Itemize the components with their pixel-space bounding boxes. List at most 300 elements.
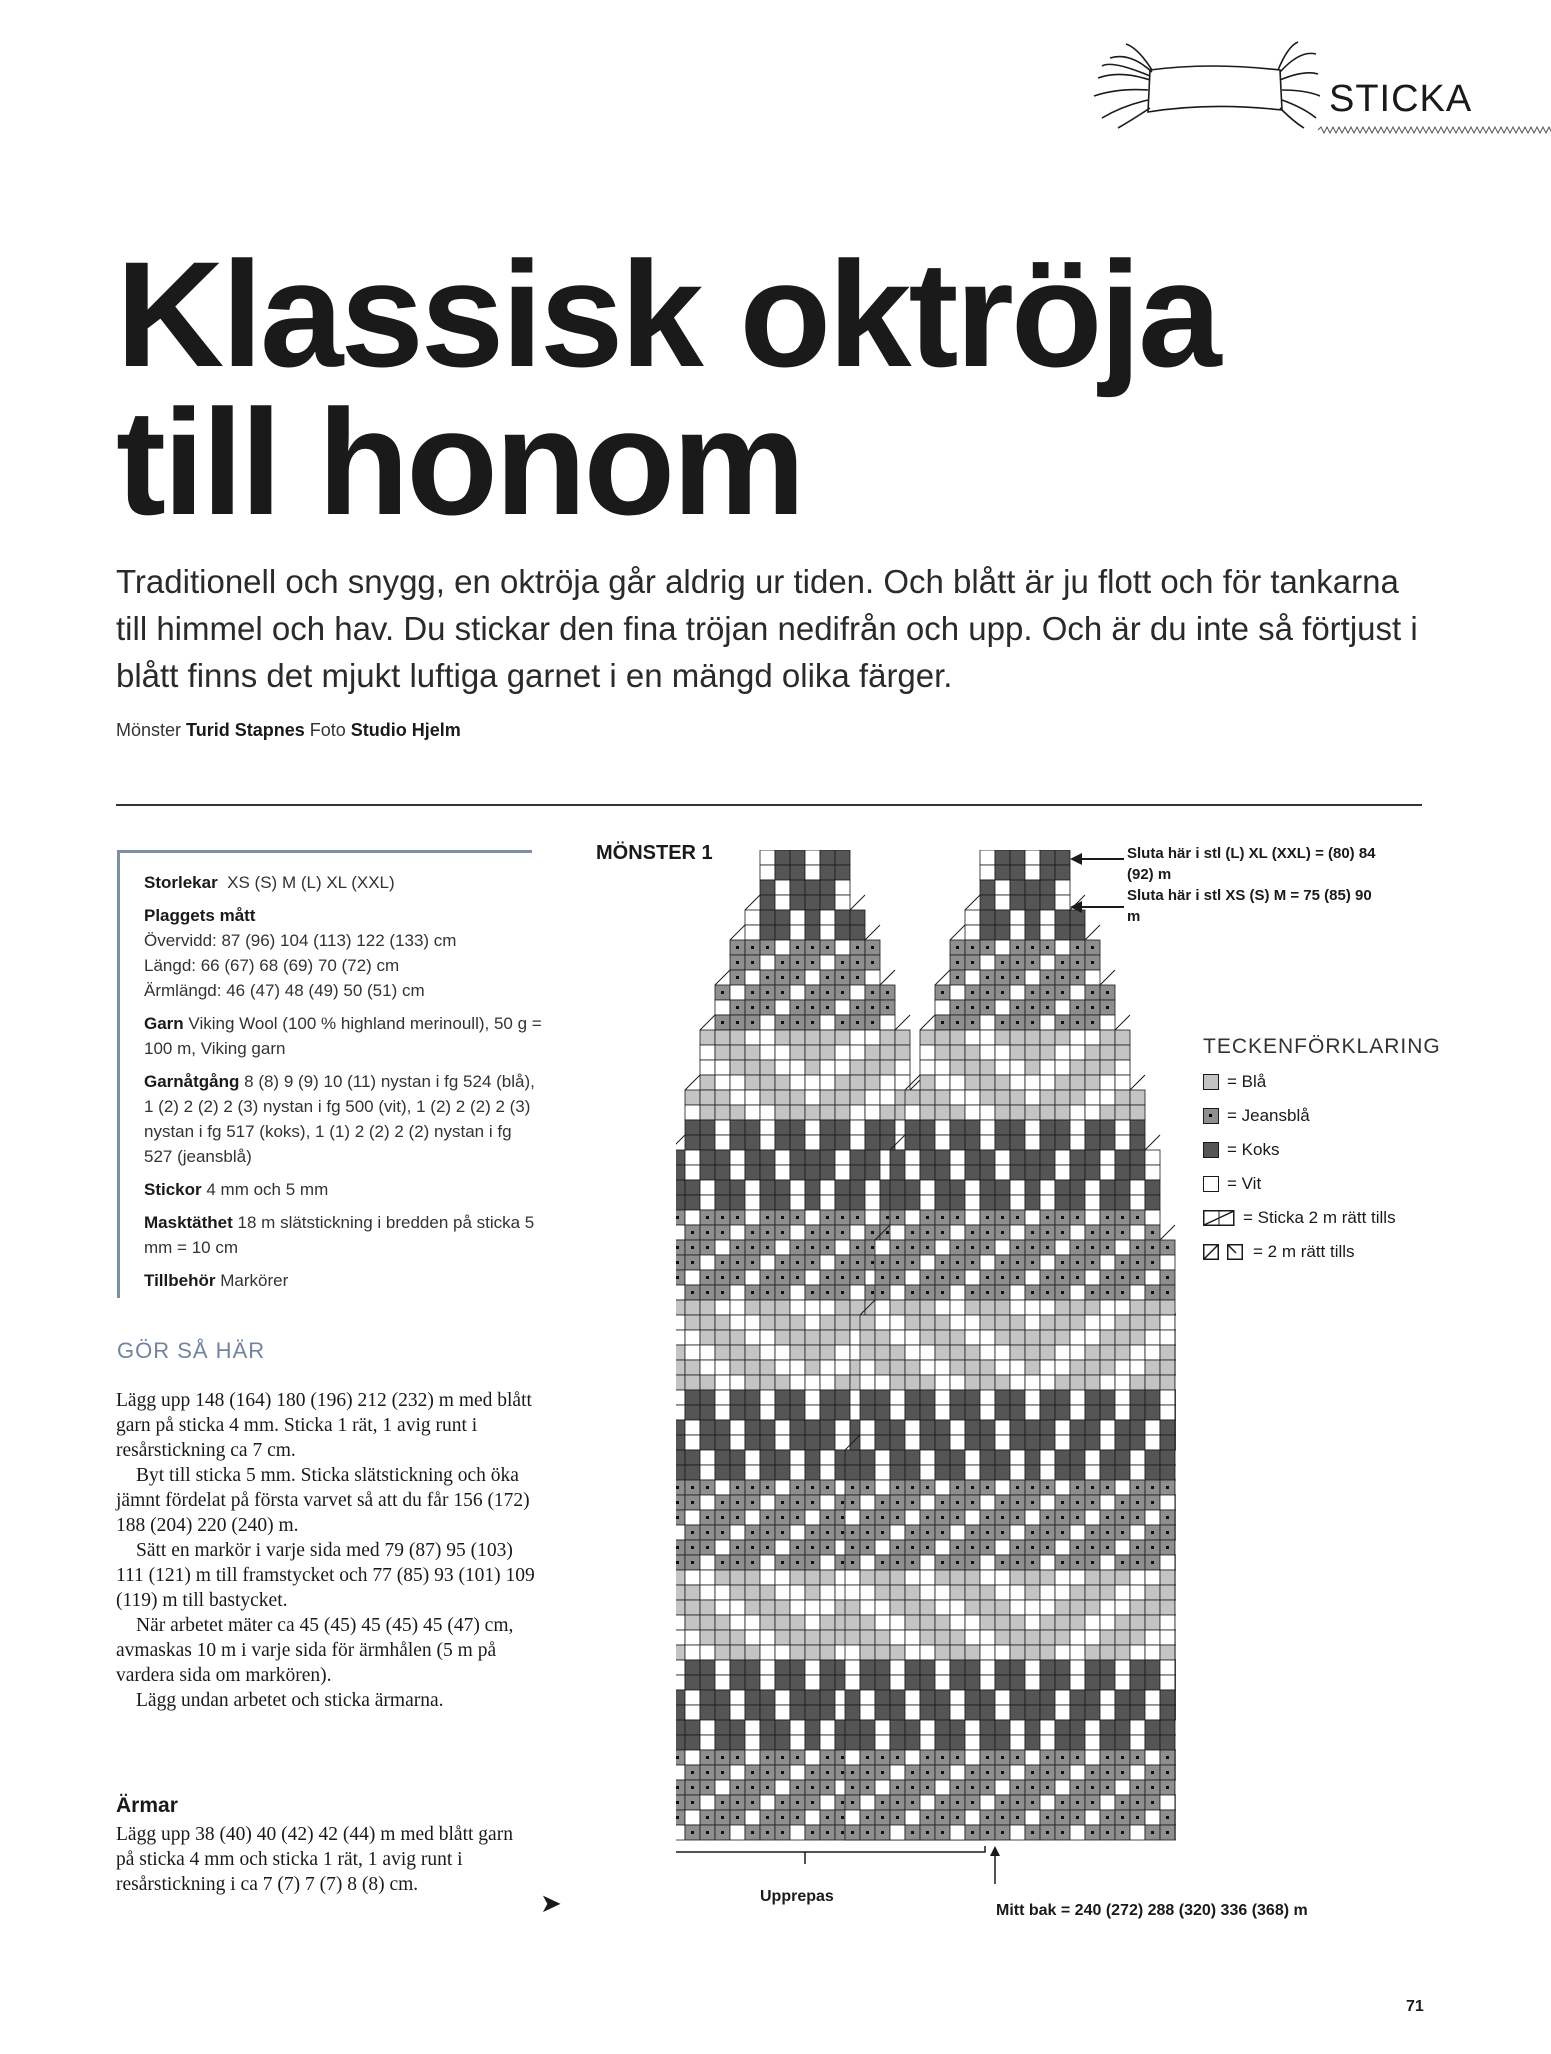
chart-cell: [805, 850, 820, 865]
chart-cell: [760, 1495, 775, 1510]
chart-cell: [1130, 1090, 1145, 1105]
chart-cell-dot: [736, 1786, 739, 1789]
chart-cell: [890, 1720, 905, 1735]
chart-cell: [760, 1645, 775, 1660]
chart-cell: [890, 1675, 905, 1690]
chart-cell: [730, 1645, 745, 1660]
chart-cell-dot: [1166, 1831, 1169, 1834]
chart-cell: [730, 1525, 745, 1540]
chart-cell-dot: [971, 1831, 974, 1834]
chart-cell: [805, 1120, 820, 1135]
chart-cell-dot: [1016, 1786, 1019, 1789]
chart-cell-dot: [781, 1561, 784, 1564]
chart-cell: [875, 1660, 890, 1675]
chart-cell-dot: [1061, 1501, 1064, 1504]
chart-cell: [965, 1720, 980, 1735]
chart-cell: [1085, 1750, 1100, 1765]
chart-cell: [700, 1705, 715, 1720]
chart-cell: [676, 1690, 685, 1705]
chart-cell: [890, 1420, 905, 1435]
chart-cell: [1100, 1315, 1115, 1330]
chart-cell: [875, 1465, 890, 1480]
chart-cell-dot: [826, 1771, 829, 1774]
chart-cell: [935, 1360, 950, 1375]
chart-cell: [805, 1720, 820, 1735]
chart-cell: [1130, 1330, 1145, 1345]
chart-cell: [1040, 1720, 1055, 1735]
chart-cell-dot: [676, 1786, 679, 1789]
chart-cell: [845, 1705, 860, 1720]
chart-cell-dot: [826, 1756, 829, 1759]
chart-cell: [775, 1660, 790, 1675]
chart-cell: [790, 1225, 805, 1240]
chart-cell: [875, 1615, 890, 1630]
chart-cell: [790, 1585, 805, 1600]
decrease-mark: [850, 895, 865, 910]
chart-cell: [1175, 1765, 1176, 1780]
chart-cell-dot: [781, 1231, 784, 1234]
chart-cell-dot: [896, 1561, 899, 1564]
chart-cell-dot: [826, 1816, 829, 1819]
chart-cell: [1055, 1105, 1070, 1120]
chart-cell: [995, 880, 1010, 895]
chart-cell: [980, 1615, 995, 1630]
chart-cell: [1115, 1165, 1130, 1180]
decrease-mark: [895, 1015, 910, 1030]
chart-cell-dot: [1031, 1501, 1034, 1504]
chart-cell: [1070, 1600, 1085, 1615]
chart-cell-dot: [986, 1516, 989, 1519]
chart-cell: [965, 1330, 980, 1345]
section-label: STICKA: [1329, 78, 1473, 120]
chart-cell: [850, 1045, 865, 1060]
chart-cell: [1040, 1045, 1055, 1060]
chart-cell: [1010, 1195, 1025, 1210]
chart-cell: [905, 1300, 920, 1315]
chart-cell-dot: [691, 1831, 694, 1834]
chart-cell: [920, 1120, 935, 1135]
chart-cell-dot: [766, 991, 769, 994]
chart-cell-dot: [781, 1816, 784, 1819]
chart-cell: [775, 1360, 790, 1375]
chart-cell: [1055, 1645, 1070, 1660]
gauge-label: Masktäthet: [144, 1213, 233, 1232]
chart-cell: [980, 1360, 995, 1375]
chart-cell-dot: [796, 1216, 799, 1219]
chart-cell-dot: [1016, 976, 1019, 979]
chart-cell: [995, 1390, 1010, 1405]
chart-cell: [980, 1315, 995, 1330]
chart-cell-dot: [811, 1561, 814, 1564]
chart-cell: [935, 1345, 950, 1360]
chart-cell: [850, 1090, 865, 1105]
chart-cell-dot: [781, 1261, 784, 1264]
chart-cell: [1025, 1150, 1040, 1165]
chart-cell-dot: [871, 1006, 874, 1009]
chart-cell: [860, 1600, 875, 1615]
chart-cell: [715, 1300, 730, 1315]
chart-cell-dot: [826, 1006, 829, 1009]
chart-cell: [1055, 1675, 1070, 1690]
chart-cell: [760, 1120, 775, 1135]
chart-cell: [920, 1330, 935, 1345]
chart-cell: [820, 1660, 835, 1675]
chart-cell: [920, 1435, 935, 1450]
chart-cell-dot: [736, 1276, 739, 1279]
chart-cell: [1130, 1645, 1145, 1660]
chart-cell: [1040, 955, 1055, 970]
chart-cell: [676, 1405, 685, 1420]
chart-cell: [835, 1345, 850, 1360]
chart-cell: [790, 1135, 805, 1150]
chart-cell-dot: [1166, 1786, 1169, 1789]
chart-cell: [980, 1300, 995, 1315]
chart-cell: [685, 1300, 700, 1315]
chart-cell: [715, 1180, 730, 1195]
chart-cell: [715, 1150, 730, 1165]
chart-cell: [905, 1570, 920, 1585]
chart-cell: [1025, 910, 1040, 925]
chart-cell-dot: [721, 1021, 724, 1024]
chart-cell-dot: [986, 1831, 989, 1834]
chart-cell: [905, 1270, 920, 1285]
chart-cell: [1175, 1600, 1176, 1615]
chart-cell: [1085, 1630, 1100, 1645]
chart-cell-dot: [1031, 1486, 1034, 1489]
chart-cell: [700, 1180, 715, 1195]
chart-cell: [790, 1330, 805, 1345]
chart-cell-dot: [971, 1291, 974, 1294]
chart-cell-dot: [736, 1561, 739, 1564]
chart-cell: [790, 850, 805, 865]
chart-cell: [745, 1735, 760, 1750]
chart-cell: [965, 1405, 980, 1420]
chart-cell-dot: [1001, 1021, 1004, 1024]
chart-cell: [1175, 1660, 1176, 1675]
chart-cell: [775, 850, 790, 865]
chart-cell: [805, 1585, 820, 1600]
chart-cell: [980, 1165, 995, 1180]
chart-cell-dot: [811, 961, 814, 964]
chart-cell: [775, 895, 790, 910]
chart-cell: [775, 1180, 790, 1195]
chart-cell: [1070, 1150, 1085, 1165]
chart-cell-dot: [1046, 1246, 1049, 1249]
chart-cell: [1175, 1480, 1176, 1495]
chart-cell: [1130, 1675, 1145, 1690]
chart-cell-dot: [1046, 1516, 1049, 1519]
chart-cell: [805, 1420, 820, 1435]
chart-cell: [760, 1735, 775, 1750]
chart-cell-dot: [766, 1276, 769, 1279]
chart-cell: [835, 1135, 850, 1150]
chart-cell: [700, 1105, 715, 1120]
chart-cell: [805, 1105, 820, 1120]
chart-cell: [905, 1150, 920, 1165]
chart-cell: [1145, 1435, 1160, 1450]
chart-cell-dot: [841, 1276, 844, 1279]
chart-cell-dot: [1091, 1246, 1094, 1249]
chart-cell-dot: [796, 1021, 799, 1024]
chart-cell-dot: [1091, 1801, 1094, 1804]
chart-cell: [685, 1705, 700, 1720]
chart-cell: [905, 1735, 920, 1750]
chart-cell-dot: [956, 1486, 959, 1489]
chart-cell-dot: [941, 1021, 944, 1024]
chart-cell: [850, 1030, 865, 1045]
chart-cell: [1025, 1510, 1040, 1525]
arrow-line: [1080, 906, 1124, 908]
needles-label: Stickor: [144, 1180, 202, 1199]
chart-cell: [1040, 1360, 1055, 1375]
chart-cell: [700, 1570, 715, 1585]
chart-cell: [920, 1450, 935, 1465]
chart-cell: [995, 1450, 1010, 1465]
swatch-bla: [1203, 1074, 1219, 1090]
chart-cell: [1145, 1465, 1160, 1480]
chart-cell: [1070, 1315, 1085, 1330]
chart-cell-dot: [1016, 1246, 1019, 1249]
chart-cell: [950, 1720, 965, 1735]
chart-cell-dot: [856, 1261, 859, 1264]
chart-cell-dot: [826, 1546, 829, 1549]
chart-cell-dot: [1001, 1756, 1004, 1759]
chart-cell: [1025, 1135, 1040, 1150]
chart-cell: [950, 1660, 965, 1675]
chart-cell: [745, 1465, 760, 1480]
chart-cell: [760, 1660, 775, 1675]
chart-cell: [965, 1045, 980, 1060]
chart-cell: [1025, 1045, 1040, 1060]
chart-cell-dot: [1091, 1831, 1094, 1834]
chart-cell: [1100, 1660, 1115, 1675]
chart-cell: [1130, 1165, 1145, 1180]
chart-cell: [995, 1165, 1010, 1180]
chart-cell: [965, 1660, 980, 1675]
chart-cell: [1145, 1300, 1160, 1315]
chart-cell: [905, 1705, 920, 1720]
chart-cell: [730, 1120, 745, 1135]
chart-cell-dot: [1106, 991, 1109, 994]
chart-cell-dot: [866, 1786, 869, 1789]
chart-cell: [676, 1195, 685, 1210]
chart-cell-dot: [871, 1231, 874, 1234]
chart-cell: [890, 1630, 905, 1645]
chart-cell: [745, 1675, 760, 1690]
chart-cell-dot: [1121, 1501, 1124, 1504]
chart-cell: [860, 1675, 875, 1690]
chart-cell-dot: [1166, 1531, 1169, 1534]
chart-cell: [890, 1645, 905, 1660]
chart-cell: [1070, 1420, 1085, 1435]
chart-cell: [1085, 1330, 1100, 1345]
chart-cell: [1040, 1075, 1055, 1090]
chart-cell: [920, 1300, 935, 1315]
chart-cell: [965, 1435, 980, 1450]
chart-cell-dot: [676, 1261, 679, 1264]
chart-cell-dot: [886, 1216, 889, 1219]
chart-cell: [1115, 1480, 1130, 1495]
chart-cell: [805, 1750, 820, 1765]
chart-cell: [1010, 1525, 1025, 1540]
chart-cell: [865, 970, 880, 985]
chart-cell-dot: [986, 1756, 989, 1759]
chart-cell: [1145, 1660, 1160, 1675]
chart-cell: [1055, 1420, 1070, 1435]
chart-cell: [1040, 1795, 1055, 1810]
chart-cell: [950, 1285, 965, 1300]
chart-cell: [820, 1405, 835, 1420]
chart-cell: [865, 1195, 880, 1210]
decrease-mark: [920, 1015, 935, 1030]
chart-cell: [1160, 1360, 1175, 1375]
chart-cell: [995, 910, 1010, 925]
chart-cell-dot: [871, 991, 874, 994]
chart-cell-dot: [866, 1756, 869, 1759]
chart-cell: [875, 1735, 890, 1750]
chart-cell-dot: [1121, 1216, 1124, 1219]
chart-cell-dot: [1106, 1291, 1109, 1294]
chart-cell: [1055, 1600, 1070, 1615]
chart-cell-dot: [796, 1246, 799, 1249]
chart-cell-dot: [881, 1756, 884, 1759]
chart-cell: [790, 1465, 805, 1480]
chart-cell: [1040, 1255, 1055, 1270]
chart-cell: [790, 1600, 805, 1615]
legend-item-vit: [1203, 1174, 1261, 1194]
chart-cell-dot: [1076, 1786, 1079, 1789]
chart-cell-dot: [751, 1831, 754, 1834]
chart-cell-dot: [841, 1531, 844, 1534]
chart-cell: [760, 895, 775, 910]
chart-cell: [880, 1015, 895, 1030]
chart-cell: [700, 1030, 715, 1045]
chart-cell-dot: [896, 1786, 899, 1789]
chart-cell-dot: [911, 1786, 914, 1789]
chart-cell: [1130, 1525, 1145, 1540]
chart-cell-dot: [1046, 1276, 1049, 1279]
chart-cell: [700, 1795, 715, 1810]
measure-length: Längd: 66 (67) 68 (69) 70 (72) cm: [144, 956, 400, 975]
chart-cell: [1055, 1705, 1070, 1720]
chart-cell: [805, 1195, 820, 1210]
chart-cell: [685, 1330, 700, 1345]
chart-cell: [715, 1585, 730, 1600]
chart-cell: [905, 1645, 920, 1660]
chart-cell: [1085, 1510, 1100, 1525]
chart-cell: [995, 1105, 1010, 1120]
chart-cell-dot: [1076, 1801, 1079, 1804]
chart-cell: [1025, 1090, 1040, 1105]
chart-cell: [1130, 1120, 1145, 1135]
chart-cell: [1010, 1120, 1025, 1135]
chart-cell: [1010, 1420, 1025, 1435]
chart-cell: [980, 1345, 995, 1360]
legend-label: = Blå: [1227, 1072, 1267, 1091]
chart-cell: [875, 1435, 890, 1450]
chart-cell: [1040, 1585, 1055, 1600]
chart-cell-dot: [911, 1501, 914, 1504]
chart-cell: [1040, 1120, 1055, 1135]
chart-cell-dot: [956, 1756, 959, 1759]
chart-cell: [980, 1735, 995, 1750]
chart-cell-dot: [691, 1786, 694, 1789]
chart-cell: [880, 1090, 895, 1105]
chart-cell-dot: [926, 1771, 929, 1774]
chart-cell: [805, 1630, 820, 1645]
chart-cell: [995, 1045, 1010, 1060]
chart-cell: [995, 1360, 1010, 1375]
chart-cell: [820, 1030, 835, 1045]
chart-cell: [950, 1165, 965, 1180]
chart-cell: [950, 1525, 965, 1540]
chart-cell: [1160, 1435, 1175, 1450]
chart-cell: [820, 850, 835, 865]
chart-cell: [965, 1150, 980, 1165]
chart-cell-dot: [1061, 976, 1064, 979]
chart-cell: [875, 1450, 890, 1465]
chart-cell: [1115, 1630, 1130, 1645]
chart-cell-dot: [881, 1771, 884, 1774]
chart-cell: [1025, 1705, 1040, 1720]
chart-cell: [1025, 1735, 1040, 1750]
chart-cell: [760, 1075, 775, 1090]
chart-cell: [790, 1705, 805, 1720]
chart-cell: [1025, 1720, 1040, 1735]
chart-cell: [950, 1825, 965, 1840]
chart-cell-dot: [926, 1531, 929, 1534]
chart-cell-dot: [676, 1276, 679, 1279]
repeat-bracket: [676, 1846, 985, 1852]
chart-cell-dot: [811, 991, 814, 994]
chart-cell-dot: [1136, 1546, 1139, 1549]
chart-cell: [995, 1000, 1010, 1015]
chart-cell: [905, 1090, 920, 1105]
chart-cell: [1145, 1195, 1160, 1210]
page-title: [116, 230, 1416, 546]
chart-cell-dot: [881, 1561, 884, 1564]
chart-cell: [1055, 1405, 1070, 1420]
chart-cell: [935, 1090, 950, 1105]
chart-cell: [760, 880, 775, 895]
chart-cell: [950, 1360, 965, 1375]
chart-cell-dot: [676, 1516, 679, 1519]
decrease-mark: [950, 925, 965, 940]
chart-cell: [1070, 1285, 1085, 1300]
chart-cell-dot: [1091, 1021, 1094, 1024]
chart-cell: [1025, 1690, 1040, 1705]
chart-cell-dot: [826, 1276, 829, 1279]
chart-cell: [920, 1585, 935, 1600]
chart-cell: [820, 925, 835, 940]
chart-cell: [760, 1060, 775, 1075]
chart-cell-dot: [721, 1216, 724, 1219]
chart-cell-dot: [841, 1021, 844, 1024]
chart-cell-dot: [941, 1771, 944, 1774]
chart-cell-dot: [1166, 1246, 1169, 1249]
chart-cell: [1160, 1555, 1175, 1570]
chart-cell: [845, 1750, 860, 1765]
chart-cell: [745, 1690, 760, 1705]
chart-cell: [1175, 1795, 1176, 1810]
chart-cell: [1160, 1585, 1175, 1600]
chart-cell: [685, 1750, 700, 1765]
chart-cell-dot: [1106, 1486, 1109, 1489]
chart-cell-dot: [1016, 1261, 1019, 1264]
chart-cell-dot: [811, 1246, 814, 1249]
chart-cell: [1145, 1510, 1160, 1525]
chart-cell-dot: [986, 1486, 989, 1489]
